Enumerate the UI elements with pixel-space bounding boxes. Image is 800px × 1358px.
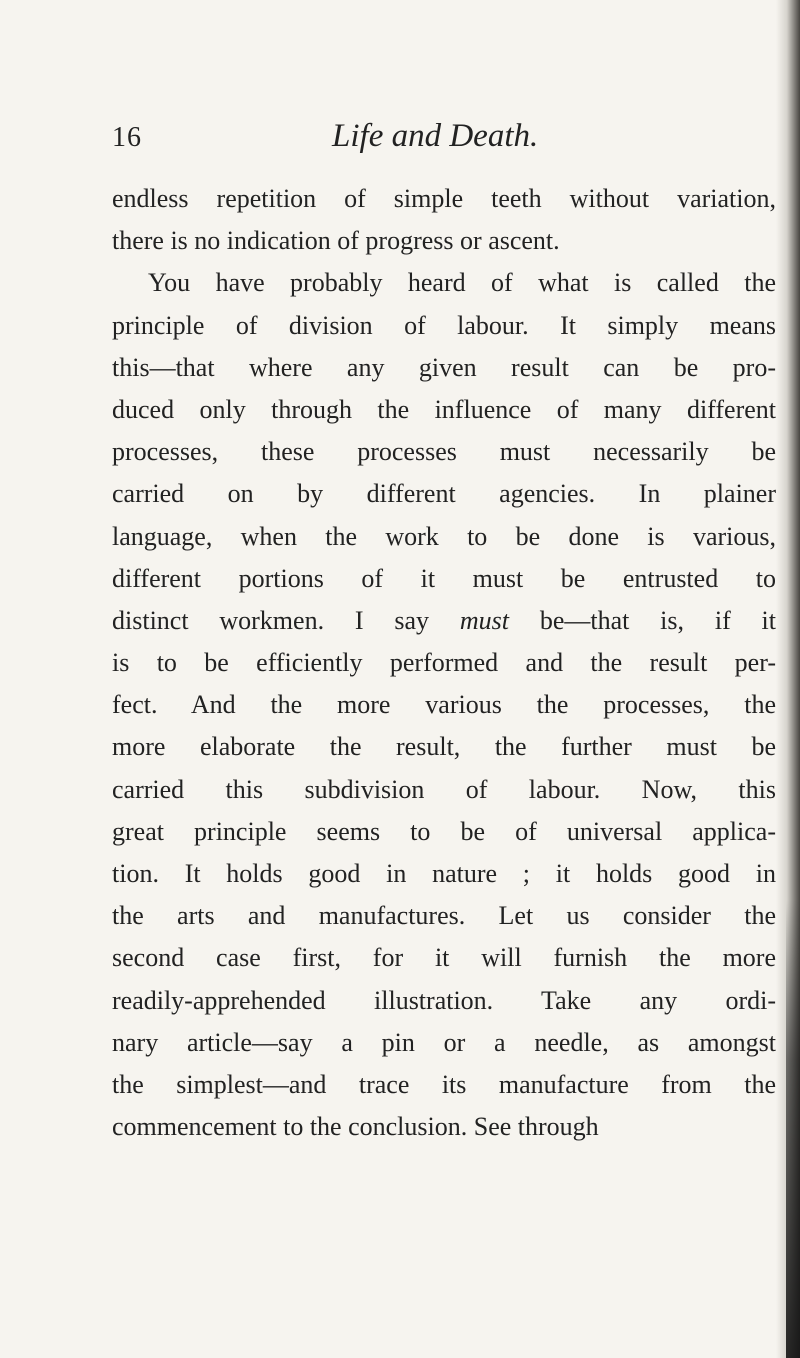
text-line: carried on by different agencies. In plainer bbox=[112, 479, 776, 509]
text-line-rendered: distinct workmen. I say must be—that is, if it bbox=[112, 605, 776, 635]
page-number: 16 bbox=[112, 122, 142, 153]
text-line: this—that where any given result can be pro- bbox=[112, 352, 776, 382]
text-line: commencement to the conclusion. See through bbox=[112, 1112, 599, 1142]
text-line: language, when the work to be done is various, bbox=[112, 521, 776, 551]
text-line: readily-apprehended illustration. Take any ordi- bbox=[112, 985, 776, 1015]
text-line: is to be efficiently performed and the result per- bbox=[112, 648, 776, 678]
text-line: endless repetition of simple teeth without variation, bbox=[112, 184, 776, 213]
body-text bbox=[112, 178, 776, 1148]
running-title: Life and Death. bbox=[332, 118, 539, 154]
text-line: You have probably heard of what is called the bbox=[148, 268, 776, 298]
text-line: different portions of it must be entrusted to bbox=[112, 563, 776, 593]
text-line: the arts and manufactures. Let us consider the bbox=[112, 901, 776, 931]
text-line: there is no indication of progress or ascent. bbox=[112, 226, 560, 256]
text-line: processes, these processes must necessarily be bbox=[112, 437, 776, 467]
text-line: tion. It holds good in nature ; it holds good in bbox=[112, 859, 776, 888]
text-line: nary article—say a pin or a needle, as amongst bbox=[112, 1027, 776, 1057]
emphasis-word: must bbox=[459, 605, 509, 635]
text-line bbox=[112, 600, 776, 642]
text-line: principle of division of labour. It simply means bbox=[112, 310, 776, 340]
text-line: fect. And the more various the processes, the bbox=[112, 690, 776, 720]
text-line: carried this subdivision of labour. Now, this bbox=[112, 774, 776, 804]
text-line: the simplest—and trace its manufacture from the bbox=[112, 1069, 776, 1099]
page-edge-shadow-lower bbox=[786, 900, 800, 1358]
text-line: more elaborate the result, the further must be bbox=[112, 732, 776, 762]
running-head bbox=[112, 118, 752, 162]
text-line: great principle seems to be of universal applica- bbox=[112, 816, 776, 846]
text-line: second case first, for it will furnish the more bbox=[112, 943, 776, 973]
text-line: duced only through the influence of many different bbox=[112, 394, 776, 424]
